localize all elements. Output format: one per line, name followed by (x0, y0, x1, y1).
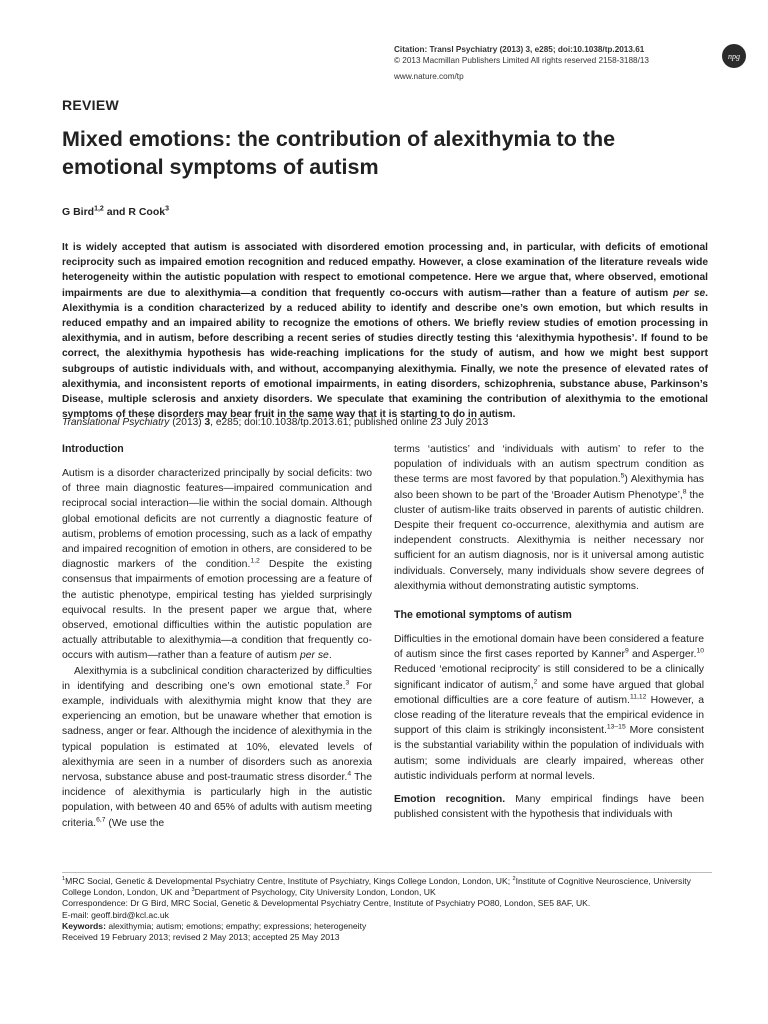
italic-text: per se (299, 650, 329, 662)
citation-rest: , e285; doi:10.1038/tp.2013.61; published online 23 July 2013 (210, 417, 489, 428)
affiliations (62, 876, 712, 898)
affiliation-sup: 3 (191, 887, 195, 894)
text-run: For example, individuals with alexithymia might know that they are experiencing an emotion, but be unaware whether that emotion is sadness, anger or fear. Although the incidence of alexithymia in the typical population is estimated at 10%, elevated levels of alexithymia are seen in a number of disorders such as anorexia nervosa, substance abuse and post-traumatic stress disorder. (62, 680, 372, 784)
reference-sup: 2 (533, 678, 538, 686)
abstract (62, 240, 708, 422)
run-in-heading-emotion-recognition: Emotion recognition. (394, 794, 506, 806)
text-run: Despite the existing consensus that impairments of emotion processing are a feature of the autistic phenotype, empirical testing has yielded surprisingly equivocal results. In the present paper we argue that, where observed, emotional difficulties within the autistic population are actually attributable to alexithymia—a condition that frequently co-occurs with autism—rather than a feature of autism (62, 559, 372, 662)
text-run: The incidence of alexithymia is particularly high in the autistic population, with between 40 and 65% of adults with autism meeting criteria. (62, 772, 372, 829)
copyright-line: © 2013 Macmillan Publishers Limited All rights reserved 2158-3188/13 (394, 56, 649, 65)
text-run: ) Alexithymia has also been shown to be part of the ‘Broader Autism Phenotype’, (394, 474, 704, 501)
email-link[interactable]: E-mail: geoff.bird@kcl.ac.uk (62, 909, 169, 920)
author-list (62, 206, 169, 218)
footnotes (62, 872, 712, 943)
text-run: Difficulties in the emotional domain have been considered a feature of autism since the first cases reported by Kanner (394, 634, 704, 661)
author-bird-affiliation: 1,2 (94, 205, 104, 213)
citation-year: (2013) (169, 417, 205, 428)
reference-sup: 1,2 (250, 557, 260, 565)
paragraph (394, 632, 704, 784)
section-heading-introduction: Introduction (62, 443, 124, 455)
author-cook-affiliation: 3 (165, 205, 169, 213)
reference-sup: 11,12 (629, 693, 647, 701)
left-column (62, 442, 372, 831)
text-run: terms ‘autistics’ and ‘individuals with autism’ to refer to the population of individuals with an autism spectrum condition as these terms are most favored by that population. (394, 444, 704, 486)
running-header (394, 44, 714, 82)
reference-sup: 4 (347, 770, 352, 778)
keywords-list: alexithymia; autism; emotions; empathy; expressions; heterogeneity (105, 920, 367, 931)
section-heading-emotional-symptoms: The emotional symptoms of autism (394, 609, 572, 622)
abstract-italic: per se (673, 287, 706, 299)
reference-sup: 6,7 (96, 816, 106, 824)
keywords (62, 921, 712, 932)
npg-logo-icon (722, 44, 746, 68)
paragraph (62, 466, 372, 664)
affiliation-sup: 1 (62, 876, 66, 883)
paragraph (394, 792, 704, 822)
journal-url: www.nature.com/tp (394, 72, 464, 81)
text-run: and Asperger. (628, 649, 697, 661)
text-run: (We use the (105, 817, 165, 829)
logo-text: npg (728, 51, 740, 61)
reference-sup: 13–15 (606, 723, 626, 731)
author-conjunction: and (103, 206, 129, 218)
text-run: Autism is a disorder characterized principally by social deficits: two of three main diagnostic features—impaired communication and reciprocal social interaction—lie within the social domain. Although global emotional deficits are not currently a diagnostic feature of autism, problems of emotion processing, such as a lack of empathy and impaired recognition of emotion in others, are considered to be diagnostic markers of the condition. (62, 468, 372, 571)
article-type-label: REVIEW (62, 97, 120, 113)
author-cook: R Cook (128, 206, 166, 218)
reference-sup: 3 (345, 679, 350, 687)
citation-journal: Translational Psychiatry (62, 417, 170, 428)
abstract-text-1: It is widely accepted that autism is associated with disordered emotion processing and, in particular, with deficits of emotional reciprocity such as impaired emotion recognition and reduced empathy. However, a close examination of the literature reveals wide heterogeneity within the autistic population with respect to emotional competence. Here we argue that, where observed, emotional impairments are due to alexithymia—a condition that frequently co-occurs with autism—rather than a feature of autism (62, 242, 708, 299)
paragraph (62, 664, 372, 831)
reference-sup: 9 (624, 647, 629, 655)
text-run: Reduced ‘emotional reciprocity’ is still considered to be a clinically significant indicator of autism, (394, 664, 704, 691)
text-run: More consistent is the substantial variability within the population of individuals with autism; some individuals are clearly impaired, whereas other autistic individuals perform at normal levels. (394, 725, 704, 782)
citation-text: Transl Psychiatry (2013) 3, e285; doi:10.1038/tp.2013.61 (427, 45, 645, 54)
reference-sup: 8 (682, 488, 687, 496)
spacer (394, 594, 704, 608)
text-run: . (328, 650, 332, 662)
text-run: Alexithymia is a subclinical condition characterized by difficulties in identifying and describing one’s own emotional state. (62, 665, 372, 692)
reference-sup: 5 (620, 472, 625, 480)
article-citation (62, 415, 708, 430)
article-title: Mixed emotions: the contribution of alexithymia to the emotional symptoms of autism (62, 127, 616, 179)
author-bird: G Bird (62, 206, 95, 218)
abstract-text-2: . Alexithymia is a condition characterized by a reduced ability to identify and describe one’s own emotion, but which results in reduced empathy and an impaired ability to recognize the emotions of others. We briefly review studies of emotion processing in alexithymia, and in autism, before describing a recent series of studies directly testing this ‘alexithymia hypothesis’. If found to be correct, the alexithymia hypothesis has wide-reaching implications for the study of autism, and how we might best support subgroups of autistic individuals with, and without, accompanying alexithymia. Finally, we note the presence of elevated rates of alexithymia, and inconsistent reports of emotional impairments, in eating disorders, schizophrenia, substance abuse, Parkinson’s Disease, multiple sclerosis and anxiety disorders. We speculate that examining the contribution of alexithymia to the emotional symptoms of these disorders may bear fruit in the same way that it is starting to do in autism. (62, 287, 709, 421)
affiliation-sup: 2 (512, 876, 516, 883)
text-run: the cluster of autism-like traits observed in parents of autistic children. Despite their frequent co-occurrence, alexithymia and autism are independent constructs. Alexithymia is neither necessary nor sufficient for an autism diagnosis, nor is it universal among autistic individuals. Conversely, many individuals show severe degrees of alexithymia without demonstrating autistic symptoms. (394, 489, 704, 592)
text-run: and some have argued that global emotional difficulties are a core feature of autism. (394, 679, 705, 706)
correspondence: Correspondence: Dr G Bird, MRC Social, Genetic & Developmental Psychiatry Centre, Institute of Psychiatry PO80, London, SE5 8AF, UK. (62, 898, 591, 909)
spacer (394, 784, 704, 792)
affiliation-3: Department of Psychology, City University London, London, UK (194, 887, 436, 898)
keywords-label: Keywords: (62, 920, 106, 931)
received-dates: Received 19 February 2013; revised 2 May 2013; accepted 25 May 2013 (62, 932, 340, 943)
citation-label: Citation: (394, 45, 428, 54)
text-run: Many empirical findings have been published consistent with the hypothesis that individuals with (394, 794, 704, 821)
right-column (394, 442, 704, 822)
citation-volume: 3 (204, 417, 211, 428)
citation-header (394, 44, 714, 55)
paragraph (394, 442, 704, 594)
affiliation-2: Institute of Cognitive Neuroscience, University College London, London, UK and (62, 876, 691, 898)
text-run: However, a close reading of the literature reveals that the empirical evidence in support of this claim is strikingly inconsistent. (394, 694, 704, 737)
affiliation-1: MRC Social, Genetic & Developmental Psychiatry Centre, Institute of Psychiatry, Kings College London, London, UK; (65, 876, 513, 886)
reference-sup: 10 (696, 647, 704, 655)
